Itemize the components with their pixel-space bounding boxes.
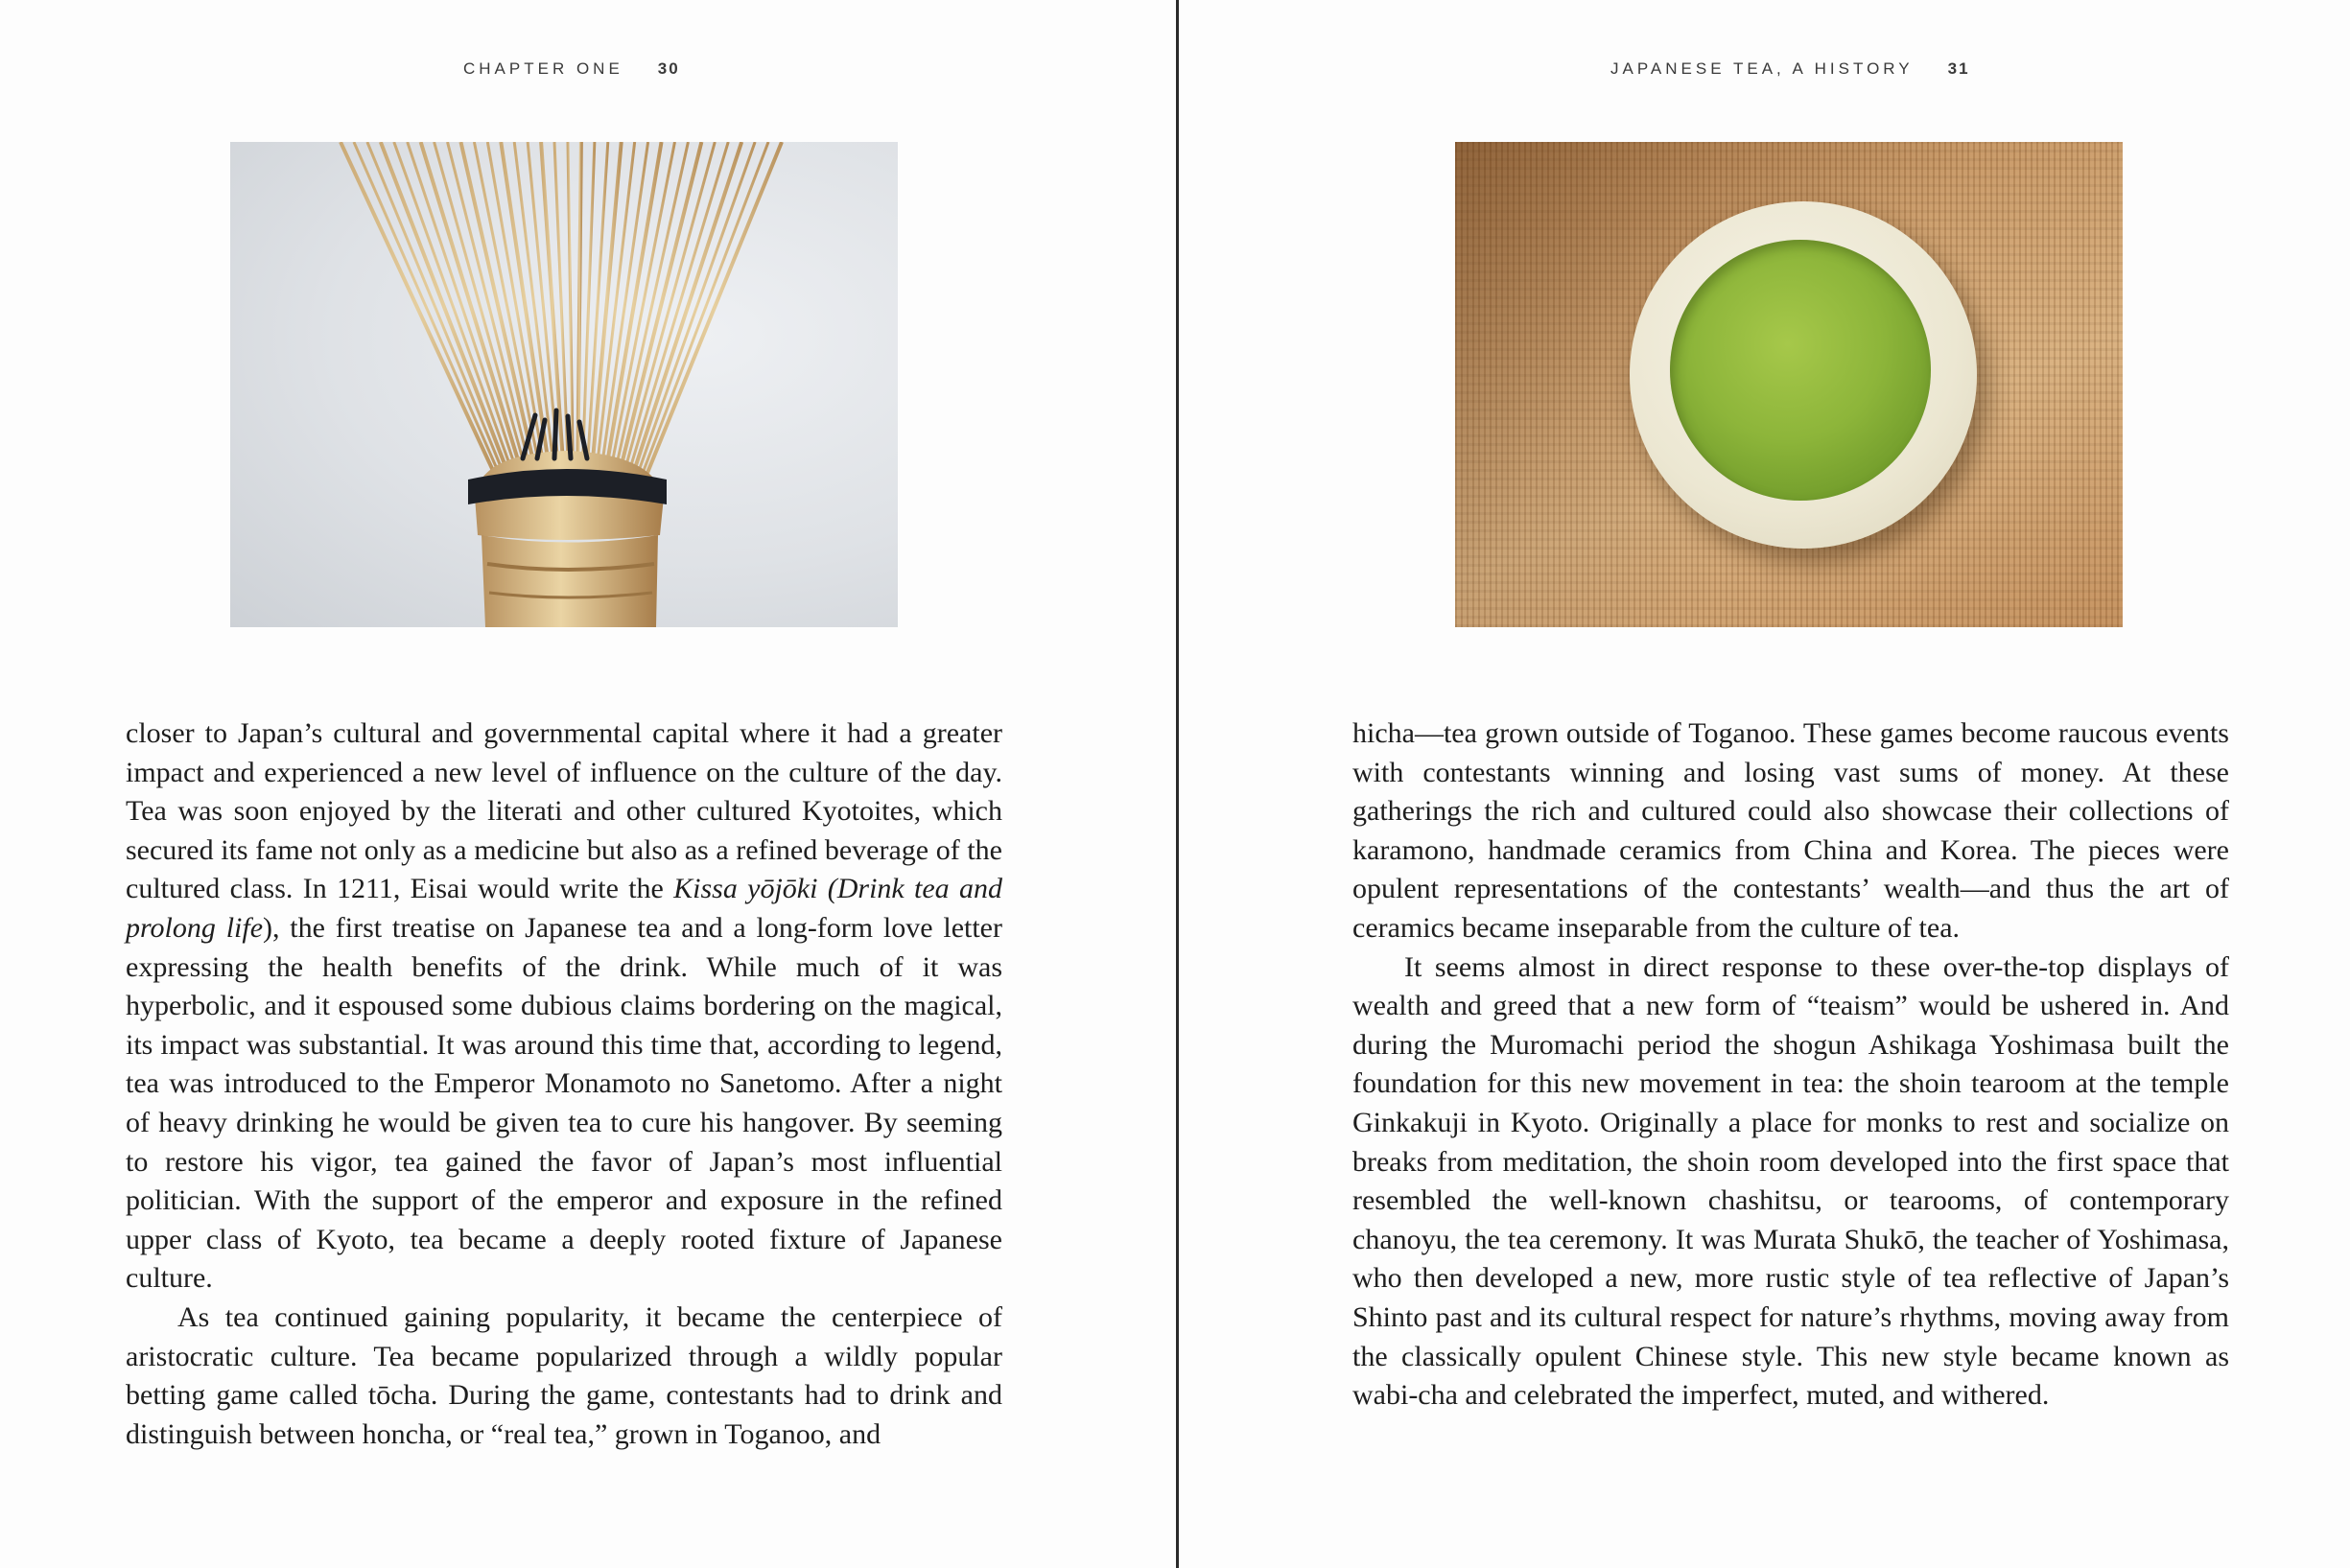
chapter-title: CHAPTER ONE [463,59,623,78]
running-head-left [463,59,680,79]
text-run: ), the first treatise on Japanese tea and a long-form love letter expressing the health benefits of the drink. While much of it was hyperbolic, and it espoused some dubious claims bordering on the magical, its impact was substantial. It was around this time that, according to legend, tea was introduced to the Emperor Monamoto no Sanetomo. After a night of heavy drinking he would be given tea to cure his hangover. By seeming to restore his vigor, tea gained the favor of Japan’s most influential politician. With the support of the emperor and exposure in the refined upper class of Kyoto, tea became a deeply rooted fixture of Japanese culture. [126,911,1002,1295]
book-title: JAPANESE TEA, A HISTORY [1610,59,1914,78]
page-number-left: 30 [657,59,680,78]
text-run: closer to Japan’s cultural and governmental capital where it had a greater impact and experienced a new level of influence on the culture of the day. Tea was soon enjoyed by the literati and other cultured Kyotoites, which secured its fame not only as a medicine but also as a refined beverage of the cultured class. In 1211, Eisai would write the [126,717,1002,905]
body-text-left [126,714,1002,1454]
whisk-image [230,142,898,627]
paragraph [1352,714,2229,948]
tea-bowl-icon [1630,201,1977,549]
paragraph [1352,948,2229,1416]
paragraph [126,1299,1002,1454]
matcha-image [1455,142,2123,627]
text-run: hicha—tea grown outside of Toganoo. These games become raucous events with contestants winning and losing vast sums of money. At these gatherings the rich and cultured could also showcase their collections of karamono, handmade ceramics from China and Korea. The pieces were opulent representations of the contestants’ wealth—and thus the art of ceramics became inseparable from the culture of tea. [1352,717,2229,944]
matcha-surface [1670,240,1931,501]
right-page [1180,0,2350,1568]
body-text-right [1352,714,2229,1416]
running-head-right [1610,59,1970,79]
gutter-divider [1176,0,1179,1568]
text-run: It seems almost in direct response to these over-the-top displays of wealth and greed that a new form of “teaism” would be ushered in. And during the Muromachi period the shogun Ashikaga Yoshimasa built the foundation for this new movement in tea: the shoin tearoom at the temple Ginkakuji in Kyoto. Originally a place for monks to rest and socialize on breaks from meditation, the shoin room developed into the first space that resembled the well-known chashitsu, or tearooms, of contemporary chanoyu, the tea ceremony. It was Murata Shukō, the teacher of Yoshimasa, who then developed a new, more rustic style of tea reflective of Japan’s Shinto past and its cultural respect for nature’s rhythms, moving away from the classically opulent Chinese style. This new style became known as wabi-cha and celebrated the imperfect, muted, and withered. [1352,950,2229,1412]
book-title-italic: Kissa yōjōki (Drink tea and prolong life [126,873,1002,944]
text-run: As tea continued gaining popularity, it became the centerpiece of aristocratic culture. Tea became popularized through a wildly popular betting game called tōcha. During the game, contestants had to drink and distinguish between honcha, or “real tea,” grown in Toganoo, and [126,1300,1002,1450]
matcha-bowl-photo [1455,142,2123,627]
whisk-icon [230,142,898,627]
paragraph [126,714,1002,1299]
whisk-photo [230,142,898,627]
page-number-right: 31 [1947,59,1970,78]
